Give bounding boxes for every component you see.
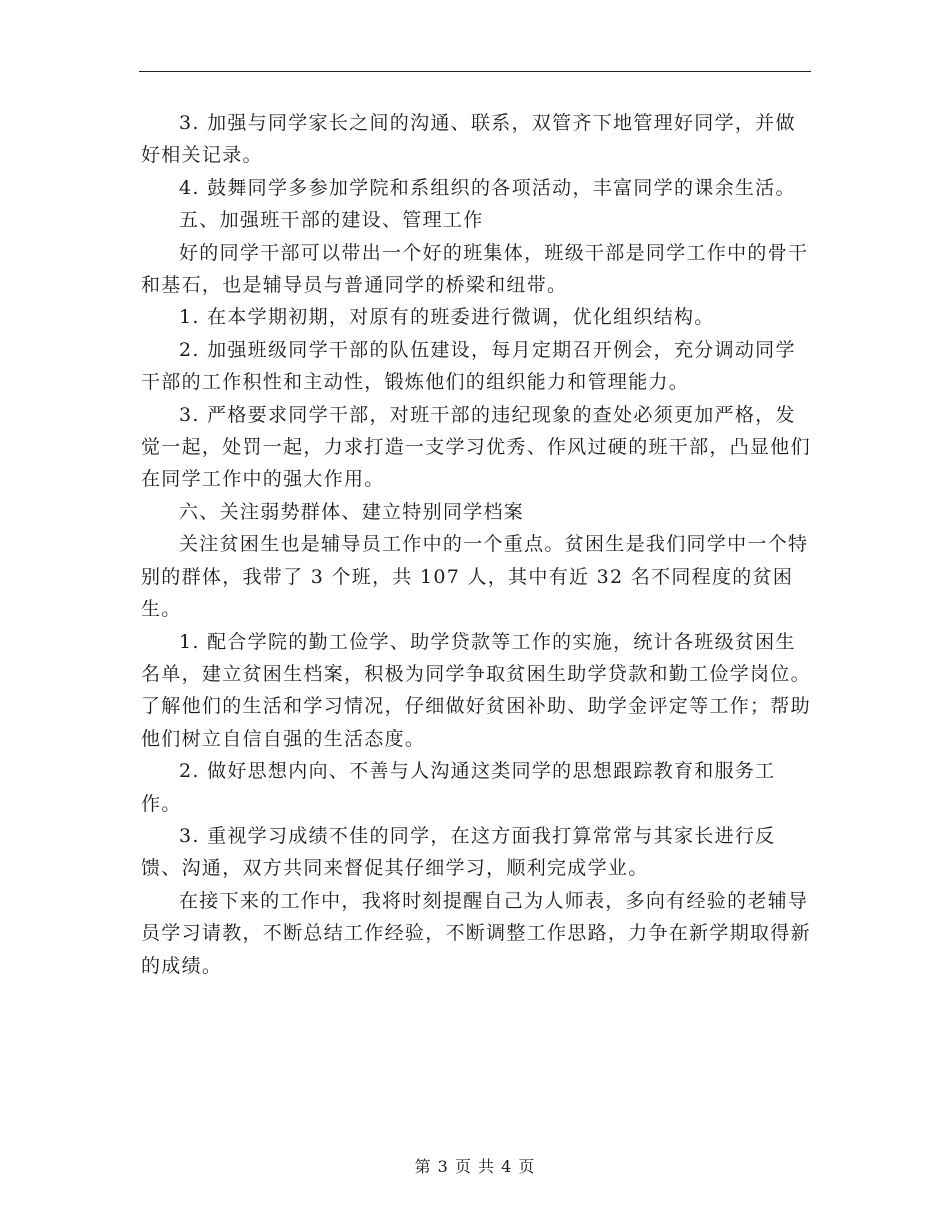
page-number-footer: 第 3 页 共 4 页 [414, 1157, 536, 1176]
section-heading-6: 六、关注弱势群体、建立特别同学档案 [179, 500, 525, 523]
paragraph-1: 3. 加强与同学家长之间的沟通、联系，双管齐下地管理好同学，并做好相关记录。 [141, 112, 796, 167]
paragraph-3: 好的同学干部可以带出一个好的班集体，班级干部是同学工作中的骨干和基石，也是辅导员与普通同学的桥梁和纽带。 [141, 241, 809, 297]
section-heading-5: 五、加强班干部的建设、管理工作 [179, 209, 484, 232]
paragraph-11: 在接下来的工作中，我将时刻提醒自己为人师表，多向有经验的老辅导员学习请教，不断总结工作经验，不断调整工作思路，力争在新学期取得新的成绩。 [141, 889, 811, 977]
paragraph-8: 1. 配合学院的勤工俭学、助学贷款等工作的实施，统计各班级贫困生名单，建立贫困生档案，积极为同学争取贫困生助学贷款和勤工俭学岗位。了解他们的生活和学习情况，仔细做好贫困补助、助学金评定等工作；帮助他们树立自信自强的生活态度。 [141, 630, 811, 750]
paragraph-10: 3. 重视学习成绩不佳的同学，在这方面我打算常常与其家长进行反馈、沟通，双方共同来督促其仔细学习，顺利完成学业。 [141, 824, 776, 880]
paragraph-2: 4. 鼓舞同学多参加学院和系组织的各项活动，丰富同学的课余生活。 [179, 176, 796, 199]
paragraph-4: 1. 在本学期初期，对原有的班委进行微调，优化组织结构。 [179, 306, 715, 329]
paragraph-5: 2. 加强班级同学干部的队伍建设，每月定期召开例会，充分调动同学干部的工作积性和主动性，锻炼他们的组织能力和管理能力。 [141, 338, 796, 394]
document-body [141, 107, 813, 982]
paragraph-9: 2. 做好思想内向、不善与人沟通这类同学的思想跟踪教育和服务工作。 [141, 760, 776, 815]
paragraph-7: 关注贫困生也是辅导员工作中的一个重点。贫困生是我们同学中一个特别的群体，我带了 3 个班，共 107 人，其中有近 32 名不同程度的贫困生。 [141, 533, 809, 621]
paragraph-6: 3. 严格要求同学干部，对班干部的违纪现象的查处必须更加严格，发觉一起，处罚一起，力求打造一支学习优秀、作风过硬的班干部，凸显他们在同学工作中的强大作用。 [141, 403, 811, 491]
header-rule [139, 71, 811, 72]
